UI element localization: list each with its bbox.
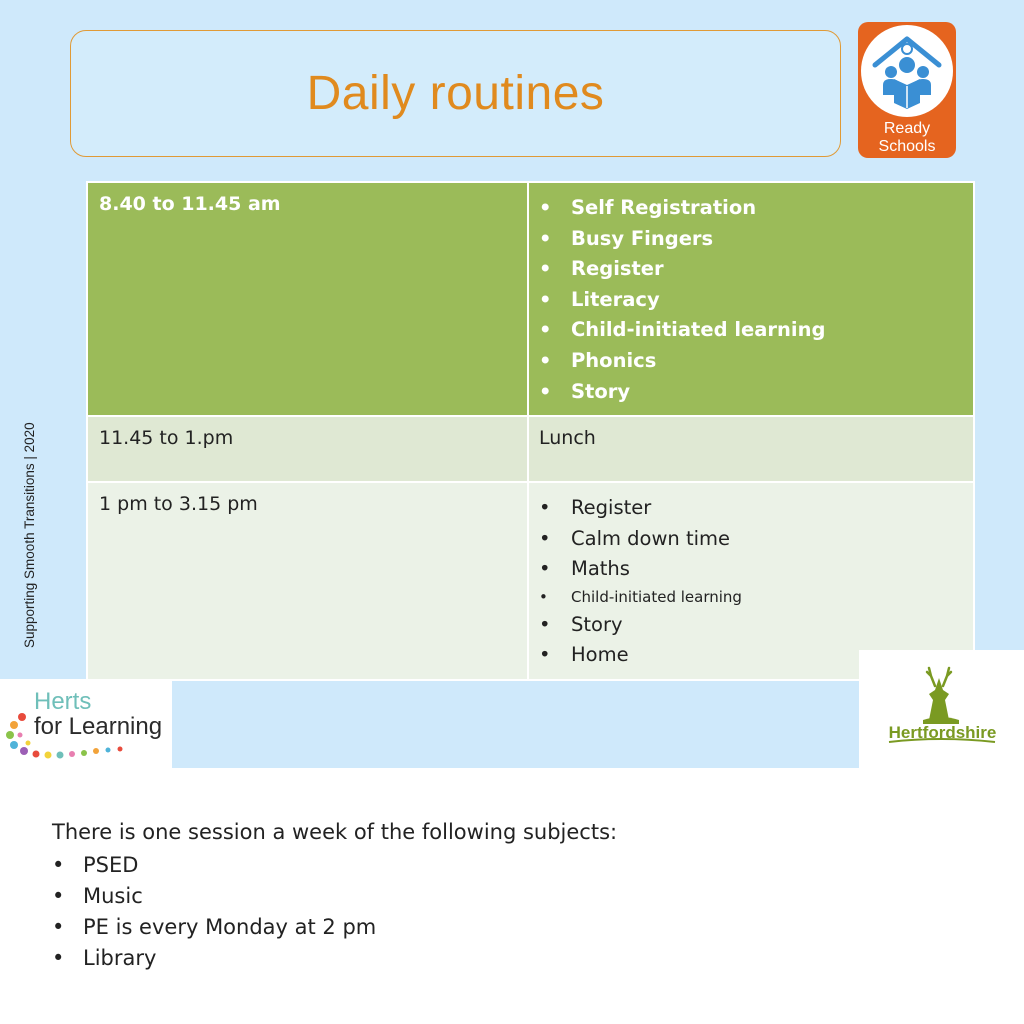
list-item: • PSED bbox=[52, 850, 617, 881]
notes-intro: There is one session a week of the following subjects: bbox=[52, 820, 618, 844]
list-item: • Self Registration bbox=[539, 193, 973, 224]
herts-for-learning-logo bbox=[0, 679, 172, 768]
list-item: • Child-initiated learning bbox=[539, 585, 973, 610]
page-title: Daily routines bbox=[306, 67, 605, 120]
notes-section bbox=[52, 816, 617, 974]
list-item: • Literacy bbox=[539, 285, 973, 316]
stag-icon bbox=[859, 650, 1024, 768]
activity-list bbox=[529, 183, 973, 407]
list-item: • Story bbox=[539, 610, 973, 641]
ready-schools-logo bbox=[858, 22, 956, 158]
school-house-icon bbox=[861, 25, 953, 117]
hertfordshire-logo bbox=[859, 650, 1024, 768]
hfl-line2: for Learning bbox=[34, 713, 163, 740]
list-item: • Child-initiated learning bbox=[539, 315, 973, 346]
activities-cell bbox=[528, 182, 974, 416]
list-item: • Library bbox=[52, 943, 617, 974]
side-caption: Supporting Smooth Transitions | 2020 bbox=[22, 422, 37, 648]
list-item: • Register bbox=[539, 493, 973, 524]
list-item: • Phonics bbox=[539, 346, 973, 377]
list-item: • PE is every Monday at 2 pm bbox=[52, 912, 617, 943]
list-item: • Register bbox=[539, 254, 973, 285]
activity-list bbox=[529, 483, 973, 671]
notes-list bbox=[52, 850, 617, 974]
list-item: • Music bbox=[52, 881, 617, 912]
ready-schools-line2: Schools bbox=[878, 138, 936, 155]
activities-cell: Lunch bbox=[528, 416, 974, 482]
list-item: • Calm down time bbox=[539, 524, 973, 555]
list-item: • Story bbox=[539, 377, 973, 408]
schedule-table bbox=[86, 181, 975, 681]
herts-for-learning-wordmark bbox=[34, 689, 162, 739]
ready-schools-emblem bbox=[861, 25, 953, 117]
hfl-line1: Herts bbox=[34, 688, 92, 715]
ready-schools-wordmark bbox=[858, 120, 956, 156]
table-row bbox=[87, 482, 974, 680]
ready-schools-line1: Ready bbox=[883, 120, 931, 137]
list-item: • Maths bbox=[539, 554, 973, 585]
list-item: • Home bbox=[539, 640, 973, 671]
list-item: • Busy Fingers bbox=[539, 224, 973, 255]
time-cell: 11.45 to 1.pm bbox=[87, 416, 528, 482]
time-cell: 1 pm to 3.15 pm bbox=[87, 482, 528, 680]
time-cell: 8.40 to 11.45 am bbox=[87, 182, 528, 416]
title-box bbox=[70, 30, 841, 157]
table-row bbox=[87, 182, 974, 416]
table-row bbox=[87, 416, 974, 482]
hertfordshire-wordmark: Hertfordshire bbox=[888, 723, 997, 742]
